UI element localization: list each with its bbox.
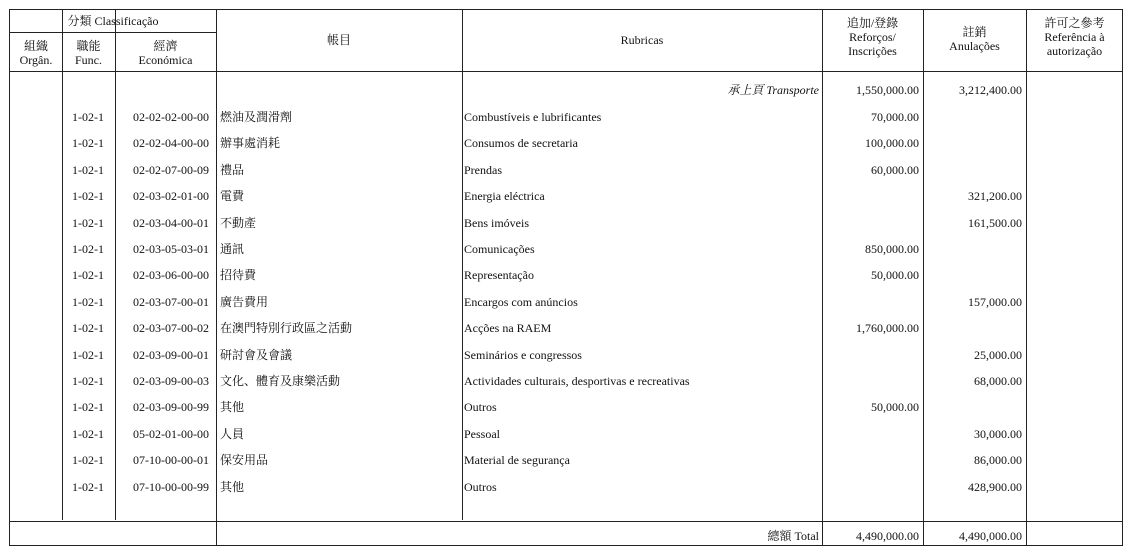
row-reforcos: 1,760,000.00 (856, 321, 919, 335)
row-rubrica: Comunicações (464, 242, 535, 256)
header-classification: 分類 Classificação (67, 14, 159, 28)
row-econ: 02-02-04-00-00 (133, 136, 209, 150)
row-item-zh: 在澳門特別行政區之活動 (220, 321, 353, 335)
total-top-line (10, 521, 1123, 522)
row-anulacoes: 68,000.00 (974, 374, 1022, 388)
row-func: 1-02-1 (72, 400, 104, 414)
row-reforcos: 100,000.00 (865, 136, 919, 150)
row-item-zh: 燃油及潤滑劑 (220, 110, 293, 124)
row-reforcos: 50,000.00 (871, 400, 919, 414)
row-econ: 07-10-00-00-99 (133, 480, 209, 494)
col-divider (822, 10, 823, 545)
row-func: 1-02-1 (72, 480, 104, 494)
row-func: 1-02-1 (72, 348, 104, 362)
row-anulacoes: 25,000.00 (974, 348, 1022, 362)
row-rubrica: Pessoal (464, 427, 500, 441)
row-rubrica: Material de segurança (464, 453, 570, 467)
header-sub-divider (10, 32, 216, 33)
row-rubrica: Outros (464, 480, 497, 494)
header-anulacoes: 註銷 Anulações (949, 25, 1000, 53)
row-item-zh: 文化、體育及康樂活動 (220, 374, 341, 388)
row-rubrica: Representação (464, 268, 534, 282)
row-rubrica: Acções na RAEM (464, 321, 552, 335)
row-func: 1-02-1 (72, 163, 104, 177)
row-econ: 02-02-07-00-09 (133, 163, 209, 177)
row-func: 1-02-1 (72, 136, 104, 150)
row-anulacoes: 321,200.00 (968, 189, 1022, 203)
row-reforcos: 70,000.00 (871, 110, 919, 124)
total-reforcos: 4,490,000.00 (856, 529, 919, 543)
row-econ: 02-03-07-00-01 (133, 295, 209, 309)
row-rubrica: Seminários e congressos (464, 348, 582, 362)
header-reforcos: 追加/登錄 Reforços/ Inscrições (846, 16, 899, 58)
row-rubrica: Outros (464, 400, 497, 414)
row-item-zh: 不動產 (220, 216, 257, 230)
row-econ: 02-03-09-00-03 (133, 374, 209, 388)
row-econ: 07-10-00-00-01 (133, 453, 209, 467)
row-anulacoes: 428,900.00 (968, 480, 1022, 494)
row-reforcos: 50,000.00 (871, 268, 919, 282)
row-econ: 02-03-02-01-00 (133, 189, 209, 203)
col-divider (115, 10, 116, 520)
row-rubrica: Bens imóveis (464, 216, 529, 230)
header-rubricas: Rubricas (620, 33, 664, 47)
row-reforcos: 850,000.00 (865, 242, 919, 256)
row-anulacoes: 86,000.00 (974, 453, 1022, 467)
row-func: 1-02-1 (72, 189, 104, 203)
row-item-zh: 人員 (220, 427, 245, 441)
row-func: 1-02-1 (72, 321, 104, 335)
row-item-zh: 其他 (220, 400, 245, 414)
row-func: 1-02-1 (72, 295, 104, 309)
row-item-zh: 招待費 (220, 268, 257, 282)
row-item-zh: 研討會及會議 (220, 348, 293, 362)
header-item-zh: 帳目 (326, 33, 351, 47)
header-func: 職能 Func. (75, 39, 102, 67)
row-item-zh: 辦事處消耗 (220, 136, 281, 150)
row-item-zh: 禮品 (220, 163, 245, 177)
row-econ: 02-02-02-00-00 (133, 110, 209, 124)
row-reforcos: 60,000.00 (871, 163, 919, 177)
row-func: 1-02-1 (72, 427, 104, 441)
row-rubrica: Prendas (464, 163, 502, 177)
row-item-zh: 廣告費用 (220, 295, 269, 309)
row-anulacoes: 157,000.00 (968, 295, 1022, 309)
row-econ: 02-03-09-00-99 (133, 400, 209, 414)
col-divider (62, 10, 63, 520)
col-divider (1026, 10, 1027, 545)
row-econ: 02-03-09-00-01 (133, 348, 209, 362)
row-func: 1-02-1 (72, 216, 104, 230)
total-label: 總額 Total (767, 529, 819, 543)
header-organ: 組織 Orgân. (19, 39, 53, 67)
row-anulacoes: 161,500.00 (968, 216, 1022, 230)
row-econ: 02-03-04-00-01 (133, 216, 209, 230)
header-econ: 經濟 Económica (138, 39, 193, 67)
row-func: 1-02-1 (72, 268, 104, 282)
row-func: 1-02-1 (72, 453, 104, 467)
transport-reforcos: 1,550,000.00 (856, 83, 919, 97)
total-anulacoes: 4,490,000.00 (959, 529, 1022, 543)
col-divider (216, 10, 217, 545)
row-anulacoes: 30,000.00 (974, 427, 1022, 441)
row-econ: 02-03-07-00-02 (133, 321, 209, 335)
budget-table (9, 9, 1123, 546)
row-item-zh: 保安用品 (220, 453, 269, 467)
row-rubrica: Energia eléctrica (464, 189, 545, 203)
row-rubrica: Consumos de secretaria (464, 136, 578, 150)
transport-anulacoes: 3,212,400.00 (959, 83, 1022, 97)
col-divider (923, 10, 924, 545)
row-func: 1-02-1 (72, 374, 104, 388)
row-func: 1-02-1 (72, 110, 104, 124)
row-func: 1-02-1 (72, 242, 104, 256)
header-bottom-line (10, 71, 1123, 72)
row-item-zh: 電費 (220, 189, 245, 203)
row-item-zh: 通訊 (220, 242, 245, 256)
row-rubrica: Combustíveis e lubrificantes (464, 110, 602, 124)
row-econ: 02-03-05-03-01 (133, 242, 209, 256)
row-rubrica: Encargos com anúncios (464, 295, 578, 309)
row-item-zh: 其他 (220, 480, 245, 494)
row-econ: 02-03-06-00-00 (133, 268, 209, 282)
transport-label: 承上頁 Transporte (727, 83, 819, 97)
row-econ: 05-02-01-00-00 (133, 427, 209, 441)
row-rubrica: Actividades culturais, desportivas e recreativas (464, 374, 690, 388)
header-ref: 許可之參考 Referência à autorização (1044, 16, 1105, 58)
col-divider (462, 10, 463, 520)
